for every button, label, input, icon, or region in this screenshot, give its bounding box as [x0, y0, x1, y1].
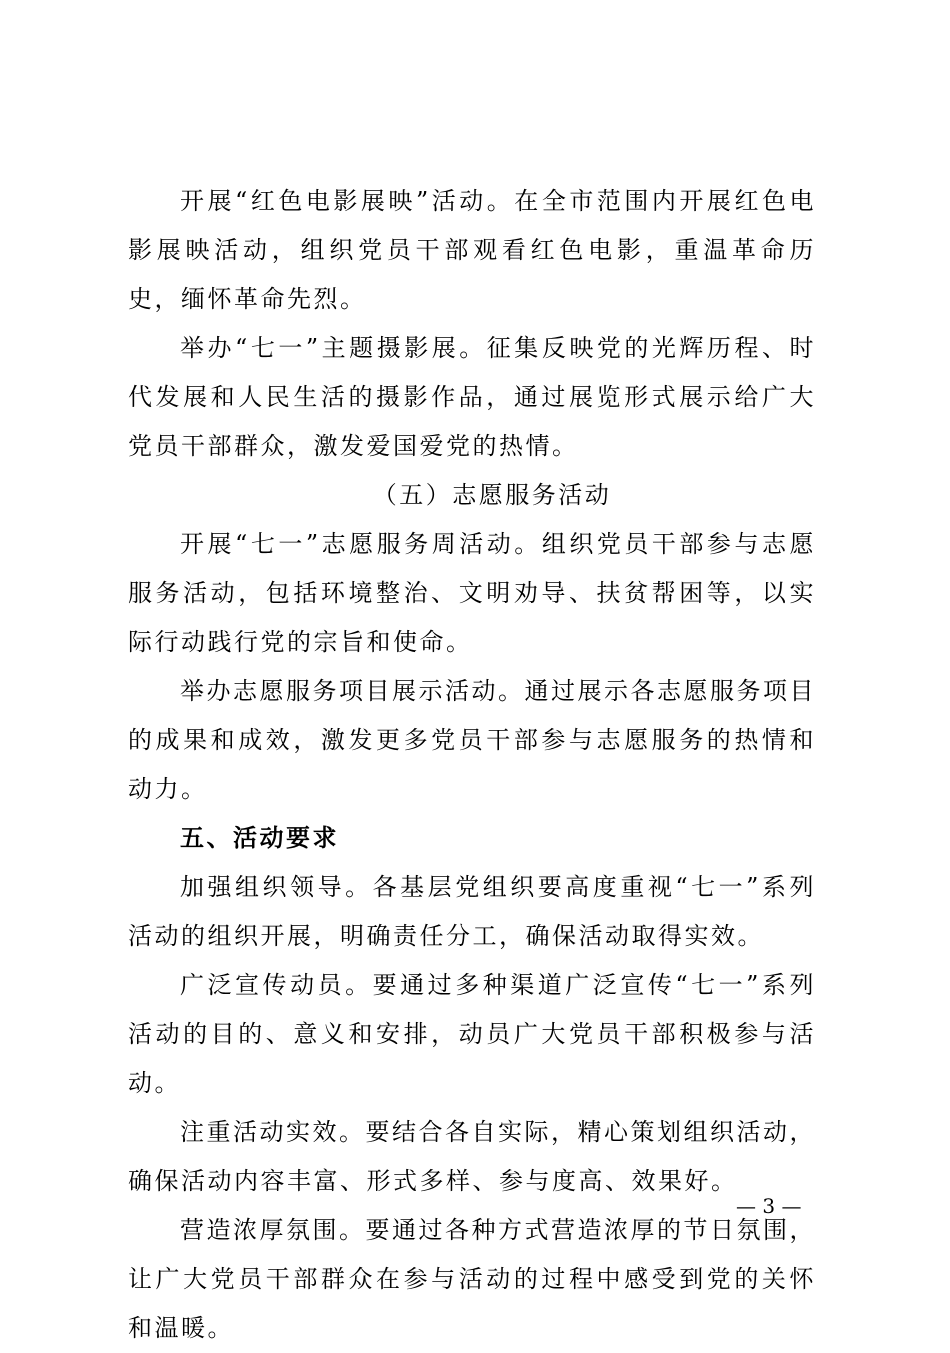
document-body [128, 177, 816, 1353]
heading-activity-requirements: 五、活动要求 [180, 824, 339, 852]
paragraph-festive-atmosphere: 营造浓厚氛围。要通过各种方式营造浓厚的节日氛围，让广大党员干部群众在参与活动的过程中感受到党的关怀和温暖。 [128, 1216, 816, 1342]
paragraph-photo-exhibition: 举办“七一”主题摄影展。征集反映党的光辉历程、时代发展和人民生活的摄影作品，通过展览形式展示给广大党员干部群众，激发爱国爱党的热情。 [128, 334, 816, 460]
paragraph-volunteer-showcase: 举办志愿服务项目展示活动。通过展示各志愿服务项目的成果和成效，激发更多党员干部参与志愿服务的热情和动力。 [128, 677, 816, 803]
page-number: — 3 — [736, 1194, 802, 1218]
paragraph-organization-leadership: 加强组织领导。各基层党组织要高度重视“七一”系列活动的组织开展，明确责任分工，确保活动取得实效。 [128, 873, 816, 950]
paragraph-practical-results: 注重活动实效。要结合各自实际，精心策划组织活动，确保活动内容丰富、形式多样、参与度高、效果好。 [128, 1118, 816, 1195]
paragraph-volunteer-week: 开展“七一”志愿服务周活动。组织党员干部参与志愿服务活动，包括环境整治、文明劝导、扶贫帮困等，以实际行动践行党的宗旨和使命。 [128, 530, 816, 656]
paragraph-publicity-mobilization: 广泛宣传动员。要通过多种渠道广泛宣传“七一”系列活动的目的、意义和安排，动员广大党员干部积极参与活动。 [128, 971, 816, 1097]
subheading-volunteer-activities: （五）志愿服务活动 [372, 481, 612, 509]
paragraph-red-film: 开展“红色电影展映”活动。在全市范围内开展红色电影展映活动，组织党员干部观看红色电影，重温革命历史，缅怀革命先烈。 [128, 187, 816, 313]
